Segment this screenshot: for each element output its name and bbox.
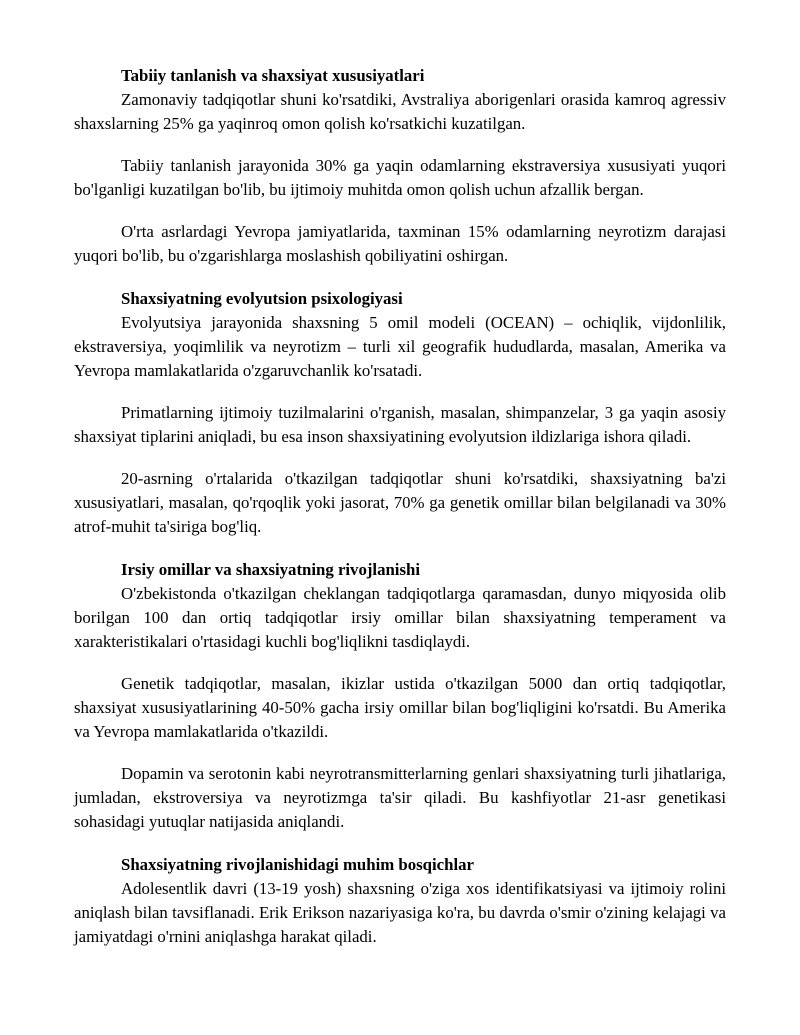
paragraph: Evolyutsiya jarayonida shaxsning 5 omil modeli (OCEAN) – ochiqlik, vijdonlilik, ekstraversiya, yoqimlilik va neyrotizm – turli xil geografik hududlarda, masalan, Amerika va Yevropa mamlakatlarida o'zgaruvchanlik ko'rsatadi. bbox=[74, 313, 726, 380]
paragraph: O'zbekistonda o'tkazilgan cheklangan tadqiqotlarga qaramasdan, dunyo miqyosida olib borilgan 100 dan ortiq tadqiqotlar irsiy omillar bilan shaxsiyatning temperament va xarakteristikalari o'rtasidagi kuchli bog'liqlikni tasdiqlaydi. bbox=[74, 584, 726, 651]
section-heading: Irsiy omillar va shaxsiyatning rivojlanishi bbox=[121, 560, 420, 579]
paragraph: O'rta asrlardagi Yevropa jamiyatlarida, taxminan 15% odamlarning neyrotizm darajasi yuqori bo'lib, bu o'zgarishlarga moslashish qobiliyatini oshirgan. bbox=[74, 222, 726, 265]
section-heading: Shaxsiyatning evolyutsion psixologiyasi bbox=[121, 289, 403, 308]
section-hereditary-factors bbox=[74, 558, 726, 834]
section-natural-selection bbox=[74, 64, 726, 268]
paragraph: Dopamin va serotonin kabi neyrotransmitterlarning genlari shaxsiyatning turli jihatlariga, jumladan, ekstroversiya va neyrotizmga ta'sir qiladi. Bu kashfiyotlar 21-asr genetikasi sohasidagi yutuqlar natijasida aniqlandi. bbox=[74, 764, 726, 831]
paragraph: Zamonaviy tadqiqotlar shuni ko'rsatdiki, Avstraliya aborigenlari orasida kamroq agressiv shaxslarning 25% ga yaqinroq omon qolish ko'rsatkichi kuzatilgan. bbox=[74, 90, 726, 133]
paragraph: Tabiiy tanlanish jarayonida 30% ga yaqin odamlarning ekstraversiya xususiyati yuqori bo'lganligi kuzatilgan bo'lib, bu ijtimoiy muhitda omon qolish uchun afzallik bergan. bbox=[74, 156, 726, 199]
document-page bbox=[74, 64, 726, 967]
section-evolutionary-psychology bbox=[74, 287, 726, 539]
paragraph: Adolesentlik davri (13-19 yosh) shaxsning o'ziga xos identifikatsiyasi va ijtimoiy rolini aniqlash bilan tavsiflanadi. Erik Erikson nazariyasiga ko'ra, bu davrda o'smir o'zining kelajagi va jamiyatdagi o'rnini aniqlashga harakat qiladi. bbox=[74, 879, 726, 946]
section-heading: Shaxsiyatning rivojlanishidagi muhim bosqichlar bbox=[121, 855, 474, 874]
paragraph: Genetik tadqiqotlar, masalan, ikizlar ustida o'tkazilgan 5000 dan ortiq tadqiqotlar, shaxsiyat xususiyatlarining 40-50% gacha irsiy omillar bilan bog'liqligini ko'rsatdi. Bu Amerika va Yevropa mamlakatlarida o'tkazildi. bbox=[74, 674, 726, 741]
section-development-stages bbox=[74, 853, 726, 949]
paragraph: 20-asrning o'rtalarida o'tkazilgan tadqiqotlar shuni ko'rsatdiki, shaxsiyatning ba'zi xususiyatlari, masalan, qo'rqoqlik yoki jasorat, 70% ga genetik omillar bilan belgilanadi va 30% atrof-muhit ta'siriga bog'liq. bbox=[74, 469, 726, 536]
section-heading: Tabiiy tanlanish va shaxsiyat xususiyatlari bbox=[121, 66, 425, 85]
paragraph: Primatlarning ijtimoiy tuzilmalarini o'rganish, masalan, shimpanzelar, 3 ga yaqin asosiy shaxsiyat tiplarini aniqladi, bu esa inson shaxsiyatining evolyutsion ildizlariga ishora qiladi. bbox=[74, 403, 726, 446]
